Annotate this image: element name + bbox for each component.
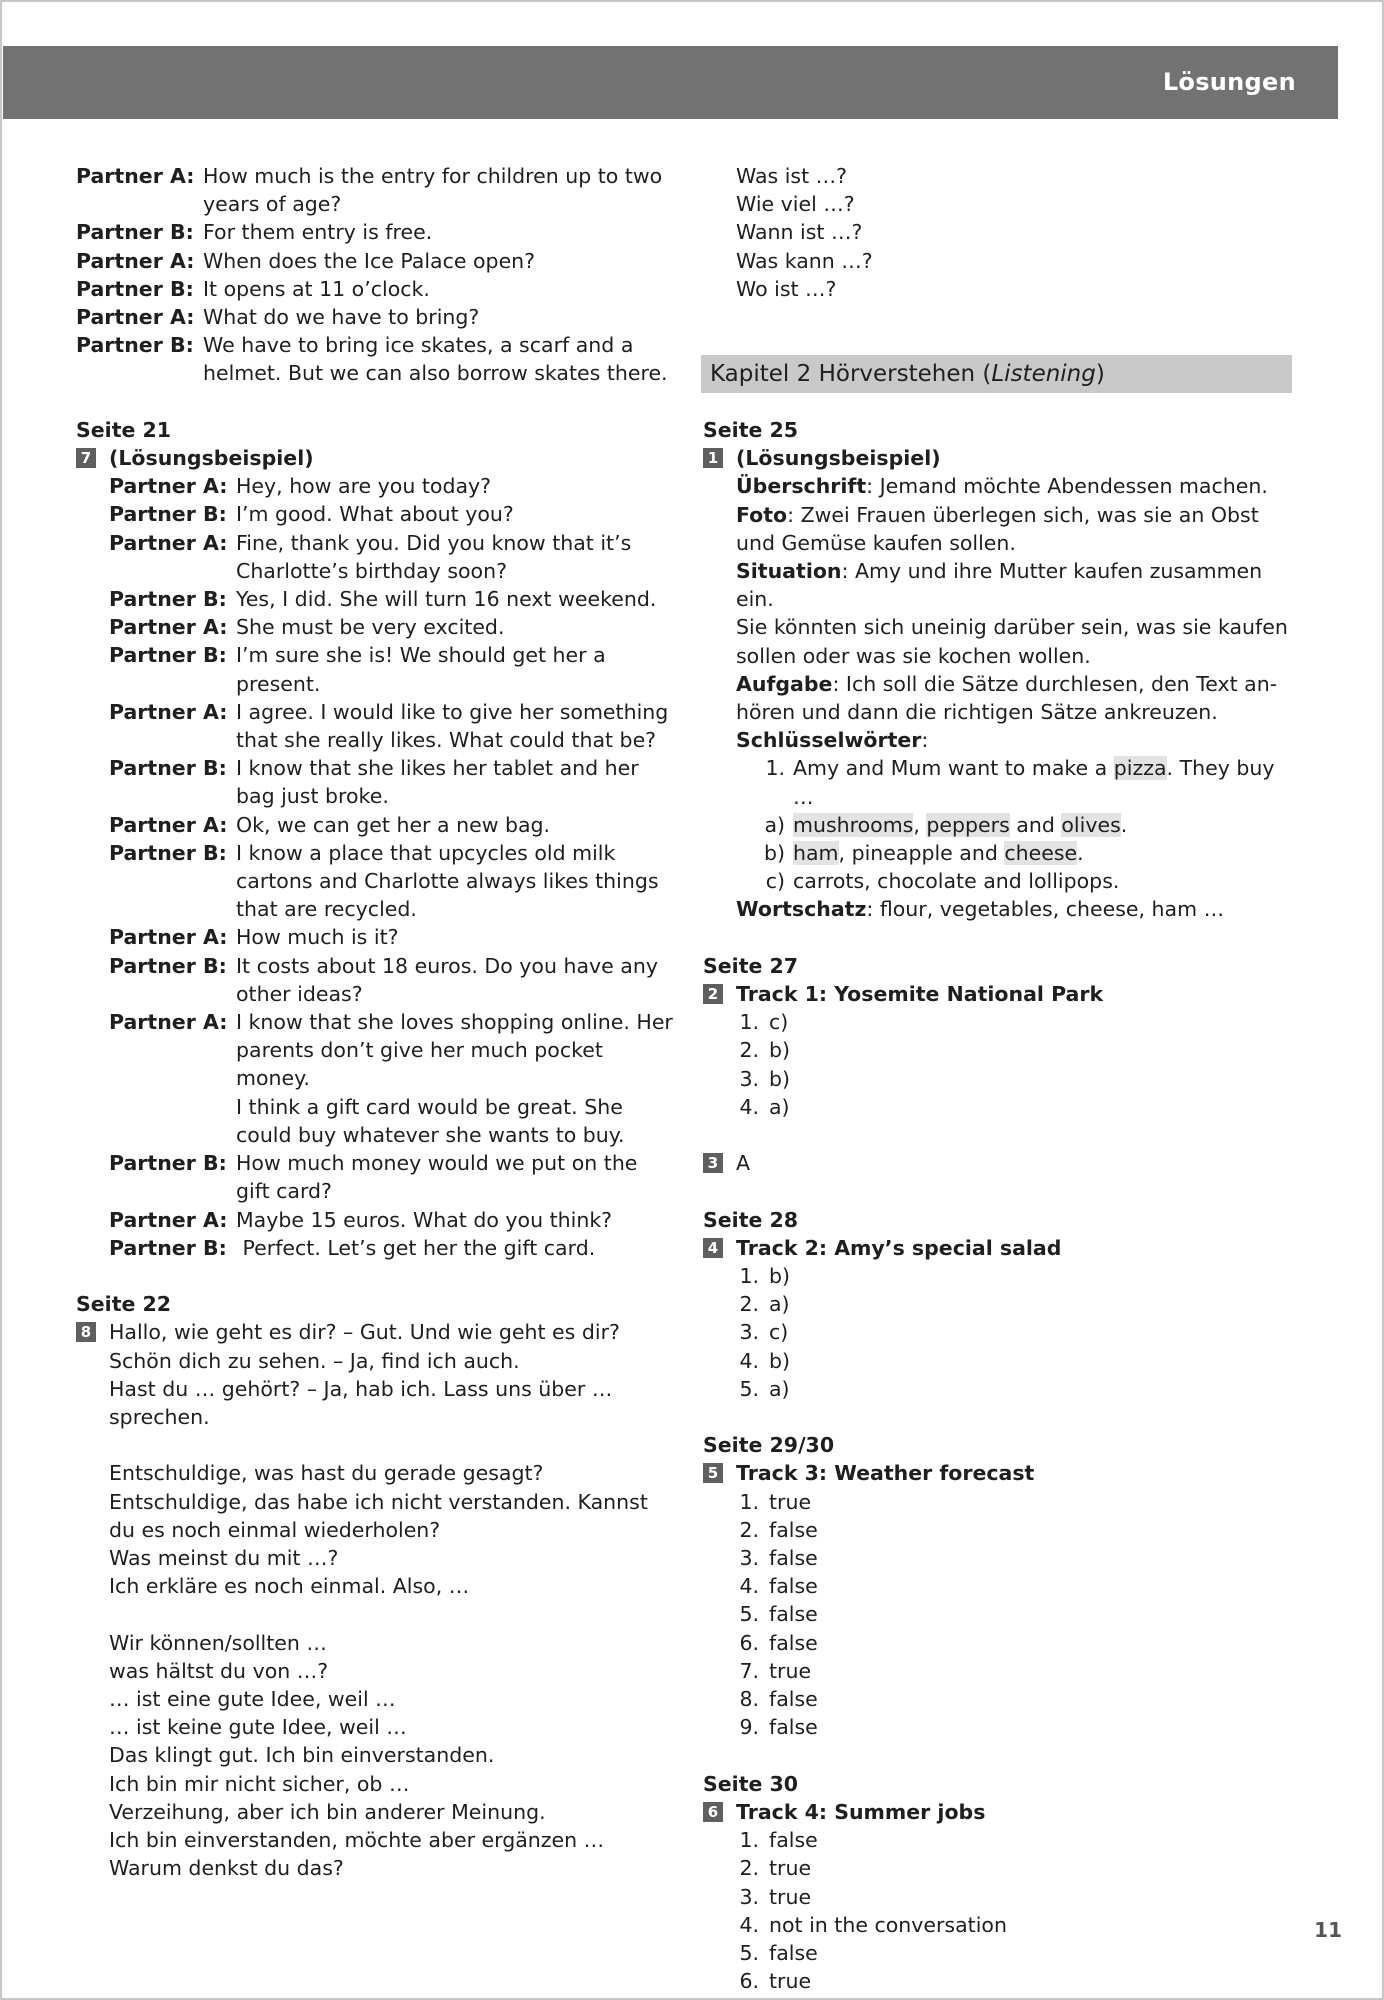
field-text: : Ich soll die Sätze durchlesen, den Text an-: [832, 671, 1278, 696]
phrase-line: Warum denkst du das?: [109, 1856, 344, 1881]
answer: false: [769, 1602, 818, 1627]
answer-item: [703, 1657, 1293, 1685]
answer: true: [769, 1884, 812, 1909]
item-number: 9.: [739, 1715, 759, 1740]
exercise-heading: [703, 1149, 1293, 1177]
phrase-line: du es noch einmal wiederholen?: [109, 1517, 441, 1542]
foto-line: [736, 501, 1293, 529]
utterance: We have to bring ice skates, a scarf and a helmet. But we can also borrow skates there.: [203, 333, 668, 386]
situation-line-3: sollen oder was sie kochen wollen.: [736, 643, 1091, 668]
item-number: 5.: [739, 1602, 759, 1627]
phrase-line: … ist eine gute Idee, weil …: [109, 1686, 396, 1711]
question-line: Was ist …?: [736, 164, 848, 188]
field-text: : flour, vegetables, cheese, ham …: [866, 897, 1225, 922]
keyword-item: [703, 867, 1293, 895]
dialog-line: [76, 247, 676, 275]
question-line: Wann ist …?: [736, 220, 863, 245]
highlight: ham: [793, 841, 839, 866]
phrase-line: Hast du … gehört? – Ja, hab ich. Lass uns über …: [109, 1376, 613, 1401]
answer: false: [769, 1546, 818, 1571]
field-label: Schlüsselwörter: [736, 728, 922, 753]
highlight: pizza: [1113, 756, 1167, 781]
phrase-line: sprechen.: [109, 1404, 210, 1429]
speaker-label: Partner A:: [109, 812, 228, 837]
phrase-line: Ich bin mir nicht sicher, ob …: [109, 1771, 410, 1796]
item-text: [793, 839, 1084, 867]
section-seite-25: [703, 416, 1293, 924]
speaker-label: Partner A:: [109, 925, 228, 950]
answer-item: [703, 1713, 1293, 1741]
speaker-label: Partner B:: [109, 587, 227, 612]
dialog-line: [109, 472, 676, 500]
speaker-label: Partner A:: [109, 474, 228, 499]
answer-item: [703, 1826, 1293, 1854]
answer-item: [703, 1347, 1293, 1375]
chapter-title-prefix: Kapitel 2 Hörverstehen (: [710, 361, 992, 388]
aufgabe-line: [736, 670, 1293, 698]
answer-item: [703, 1065, 1293, 1093]
situation-line-2: Sie könnten sich uneinig darüber sein, was sie kaufen: [736, 615, 1288, 640]
answer-item: [703, 1262, 1293, 1290]
phrase-line: … ist keine gute Idee, weil …: [109, 1715, 407, 1740]
utterance: I think a gift card would be great. She could buy whatever she wants to buy.: [236, 1094, 625, 1147]
dialog-line: [76, 162, 676, 218]
item-number: 1.: [739, 1010, 759, 1035]
utterance: Maybe 15 euros. What do you think?: [236, 1207, 613, 1232]
answer-item: [703, 1854, 1293, 1882]
answer: b): [769, 1066, 791, 1091]
field-label: Foto: [736, 502, 788, 527]
speaker-label: Partner B:: [109, 1235, 227, 1260]
answer: false: [769, 1687, 818, 1712]
answer-item: [703, 1093, 1293, 1121]
speaker-label: Partner A:: [76, 248, 195, 273]
text-part: .: [1077, 841, 1084, 866]
speaker-label: Partner B:: [76, 333, 194, 358]
text-part: ,: [913, 812, 927, 837]
item-number: 1.: [739, 1264, 759, 1289]
answer-item: [703, 1939, 1293, 1967]
phrase-list: [109, 1318, 648, 1882]
speaker-label: Partner B:: [109, 840, 227, 865]
exercise-heading: [703, 1798, 1293, 1826]
item-number: 4.: [739, 1574, 759, 1599]
speaker-label: Partner A:: [76, 305, 195, 330]
field-text: : Zwei Frauen überlegen sich, was sie an Obst: [787, 502, 1259, 527]
field-label: Wortschatz: [736, 897, 867, 922]
dialog-line: [109, 1008, 676, 1093]
phrase-line: Ich erkläre es noch einmal. Also, …: [109, 1574, 470, 1599]
phrase-line: Was meinst du mit …?: [109, 1545, 339, 1570]
text-part: , pineapple and: [838, 841, 1005, 866]
utterance: What do we have to bring?: [203, 305, 480, 330]
field-label: Überschrift: [736, 474, 867, 499]
answer-item: [703, 1516, 1293, 1544]
exercise-number-badge: 6: [703, 1802, 723, 1822]
exercise-heading: [703, 1234, 1293, 1262]
exercise-block: [76, 1318, 676, 1882]
utterance: Perfect. Let’s get her the gift card.: [236, 1235, 596, 1260]
highlight: peppers: [926, 812, 1010, 837]
section-seite-27: [703, 952, 1293, 1178]
exercise-heading: [703, 444, 1293, 472]
speaker-label: Partner A:: [109, 615, 228, 640]
item-number: 2.: [739, 1517, 759, 1542]
field-label: Situation: [736, 559, 842, 584]
answer: false: [769, 1940, 818, 1965]
item-number: 1.: [739, 1828, 759, 1853]
utterance: I agree. I would like to give her something that she really likes. What could that be?: [236, 699, 669, 753]
utterance: For them entry is free.: [203, 220, 433, 245]
answer: true: [769, 1489, 812, 1514]
answer: false: [769, 1828, 818, 1853]
answer: a): [769, 1376, 790, 1401]
section-heading: Seite 25: [703, 418, 799, 443]
chapter-title-suffix: ): [1095, 361, 1105, 388]
exercise-title: (Lösungsbeispiel): [109, 446, 314, 471]
ueberschrift-line: [736, 472, 1293, 500]
speaker-label: Partner A:: [109, 699, 228, 724]
item-number: 3.: [739, 1884, 759, 1909]
aufgabe-line-2: hören und dann die richtigen Sätze ankreuzen.: [736, 700, 1218, 725]
item-number: 5.: [739, 1940, 759, 1965]
utterance: When does the Ice Palace open?: [203, 248, 536, 273]
answer-item: [703, 1685, 1293, 1713]
exercise-number-badge: 7: [76, 448, 96, 468]
item-number: 2.: [739, 1856, 759, 1881]
item-number: 5.: [739, 1376, 759, 1401]
phrase-line: Hallo, wie geht es dir? – Gut. Und wie geht es dir?: [109, 1320, 620, 1345]
speaker-label: Partner B:: [76, 220, 194, 245]
item-number: 3.: [739, 1546, 759, 1571]
answer-item: [703, 1008, 1293, 1036]
utterance: I know that she loves shopping online. Her parents don’t give her much pocket money.: [236, 1010, 673, 1091]
item-number: b): [763, 841, 785, 866]
item-number: 7.: [739, 1658, 759, 1683]
utterance: How much money would we put on the gift card?: [236, 1151, 638, 1204]
item-number: a): [764, 812, 785, 837]
item-number: 6.: [739, 1630, 759, 1655]
item-text: [793, 754, 1293, 810]
exercise-title: Track 3: Weather forecast: [736, 1461, 1035, 1486]
dialog-line: [109, 529, 676, 585]
section-heading: Seite 29/30: [703, 1433, 835, 1458]
item-number: 1.: [765, 756, 785, 781]
exercise-number-badge: 4: [703, 1238, 723, 1258]
dialog-line: [109, 1093, 676, 1149]
utterance: I’m sure she is! We should get her a present.: [236, 643, 606, 696]
item-number: c): [765, 869, 785, 894]
dialog-line: [109, 698, 676, 754]
section-seite-30: [703, 1770, 1293, 1996]
item-number: 3.: [739, 1066, 759, 1091]
answer-item: [703, 1911, 1293, 1939]
dialog-line: [109, 839, 676, 924]
section-seite-21: [76, 416, 676, 1262]
phrase-line: Verzeihung, aber ich bin anderer Meinung.: [109, 1799, 546, 1824]
exercise-title: (Lösungsbeispiel): [736, 446, 941, 471]
answer-item: [703, 1572, 1293, 1600]
section-seite-22: [76, 1290, 676, 1882]
speaker-label: Partner B:: [76, 276, 194, 301]
exercise-heading: [703, 1459, 1293, 1487]
answer: true: [769, 1856, 812, 1881]
foto-line-2: und Gemüse kaufen sollen.: [736, 530, 1016, 555]
speaker-label: Partner A:: [76, 164, 195, 188]
exercise-body: [703, 472, 1293, 754]
item-number: 2.: [739, 1038, 759, 1063]
section-heading: Seite 22: [76, 1292, 172, 1317]
dialog-top: [76, 162, 676, 388]
field-text: : Jemand möchte Abendessen machen.: [866, 474, 1268, 499]
answer: b): [769, 1264, 791, 1289]
page-number: 11: [1314, 1918, 1342, 1942]
keyword-item: [703, 839, 1293, 867]
keyword-item: [703, 811, 1293, 839]
utterance: How much is the entry for children up to two years of age?: [203, 164, 663, 217]
phrase-line: Das klingt gut. Ich bin einverstanden.: [109, 1743, 495, 1768]
page-title: Lösungen: [1162, 68, 1296, 96]
dialog-line: [109, 811, 676, 839]
dialog-line: [109, 500, 676, 528]
dialog-line: [76, 218, 676, 246]
answer-item: [703, 1967, 1293, 1995]
dialog-line: [76, 275, 676, 303]
answer: not in the conversation: [769, 1912, 1007, 1937]
dialog-line: [109, 754, 676, 810]
item-number: 8.: [739, 1687, 759, 1712]
utterance: Hey, how are you today?: [236, 474, 492, 499]
section-heading: Seite 28: [703, 1207, 799, 1232]
question-list: [703, 162, 1293, 303]
item-text: carrots, chocolate and lollipops.: [793, 869, 1120, 894]
answer: a): [769, 1094, 790, 1119]
speaker-label: Partner A:: [109, 1207, 228, 1232]
exercise-number-badge: 5: [703, 1463, 723, 1483]
highlight: olives: [1061, 812, 1121, 837]
answer-item: [703, 1318, 1293, 1346]
field-text: :: [921, 728, 929, 753]
speaker-label: Partner B:: [109, 502, 227, 527]
utterance: It opens at 11 o’clock.: [203, 276, 430, 301]
utterance: She must be very excited.: [236, 615, 505, 640]
phrase-gap: [109, 1431, 648, 1459]
speaker-label: [109, 1093, 236, 1149]
exercise-number-badge: 2: [703, 984, 723, 1004]
answer: a): [769, 1292, 790, 1317]
right-column: [703, 162, 1293, 1995]
schluessel-line: [736, 726, 1293, 754]
phrase-line: was hältst du von …?: [109, 1658, 329, 1683]
field-label: Aufgabe: [736, 671, 833, 696]
question-line: Was kann …?: [736, 248, 873, 273]
answer-item: [703, 1488, 1293, 1516]
situation-line: [736, 557, 1293, 613]
utterance: It costs about 18 euros. Do you have any other ideas?: [236, 953, 658, 1006]
answer-item: [703, 1544, 1293, 1572]
item-number: 4.: [739, 1094, 759, 1119]
dialog-line: [109, 1234, 676, 1262]
dialog-line: [109, 641, 676, 697]
dialog-line: [76, 303, 676, 331]
speaker-label: Partner B:: [109, 756, 227, 781]
text-part: Amy and Mum want to make a: [793, 756, 1114, 781]
answer: true: [769, 1969, 812, 1994]
speaker-label: Partner B:: [109, 643, 227, 668]
dialog-line: [109, 1149, 676, 1205]
answer: c): [769, 1320, 789, 1345]
chapter-title-em: Listening: [991, 361, 1096, 388]
phrase-line: Ich bin einverstanden, möchte aber ergänzen …: [109, 1827, 605, 1852]
text-part: and: [1009, 812, 1062, 837]
answer: false: [769, 1715, 818, 1740]
chapter-heading: [701, 355, 1292, 393]
speaker-label: Partner A:: [109, 1010, 228, 1035]
utterance: Yes, I did. She will turn 16 next weekend.: [236, 587, 657, 612]
answer: b): [769, 1348, 791, 1373]
exercise-number-badge: 3: [703, 1153, 723, 1173]
dialog-line: [109, 1206, 676, 1234]
question-line: Wie viel …?: [736, 192, 855, 217]
speaker-label: Partner B:: [109, 1151, 227, 1176]
dialog-line: [109, 952, 676, 1008]
utterance: I know that she likes her tablet and her bag just broke.: [236, 756, 639, 809]
answer-item: [703, 1883, 1293, 1911]
section-heading: Seite 27: [703, 953, 799, 978]
question-line: Wo ist …?: [736, 276, 837, 301]
dialog-line: [109, 923, 676, 951]
text-part: .: [1120, 812, 1128, 837]
dialog-line: [109, 613, 676, 641]
header-bar: [3, 46, 1338, 119]
wortschatz-line: [703, 895, 1293, 923]
item-number: 2.: [739, 1292, 759, 1317]
item-number: 4.: [739, 1912, 759, 1937]
item-text: [793, 811, 1127, 839]
item-number: 3.: [739, 1320, 759, 1345]
dialog-line: [76, 331, 676, 387]
highlight: cheese: [1004, 841, 1078, 866]
section-seite-29-30: [703, 1431, 1293, 1741]
phrase-line: Entschuldige, das habe ich nicht verstanden. Kannst: [109, 1489, 648, 1514]
item-number: 1.: [739, 1489, 759, 1514]
answer: false: [769, 1517, 818, 1542]
answer-item: [703, 1290, 1293, 1318]
speaker-label: Partner A:: [109, 530, 228, 555]
utterance: I know a place that upcycles old milk cartons and Charlotte always likes things that are recycled.: [236, 840, 659, 922]
utterance: How much is it?: [236, 925, 399, 950]
phrase-gap: [109, 1600, 648, 1628]
answer-item: [703, 1036, 1293, 1064]
utterance: I’m good. What about you?: [236, 502, 514, 527]
answer: false: [769, 1574, 818, 1599]
answer-item: [703, 1375, 1293, 1403]
phrase-line: Entschuldige, was hast du gerade gesagt?: [109, 1461, 544, 1486]
phrase-line: Schön dich zu sehen. – Ja, find ich auch.: [109, 1348, 520, 1373]
answer: true: [769, 1658, 812, 1683]
answer: false: [769, 1630, 818, 1655]
phrase-line: Wir können/sollten …: [109, 1630, 327, 1655]
highlight: mushrooms: [793, 812, 914, 837]
answer-item: [703, 1629, 1293, 1657]
section-heading: Seite 30: [703, 1771, 799, 1796]
field-text: : Amy und ihre Mutter kaufen zusammen ein.: [736, 559, 1263, 612]
text-part: . They buy …: [793, 756, 1275, 809]
section-seite-28: [703, 1206, 1293, 1403]
dialog-seite-21: [76, 472, 676, 1262]
utterance: Fine, thank you. Did you know that it’s Charlotte’s birthday soon?: [236, 530, 632, 583]
dialog-line: [109, 585, 676, 613]
item-number: 6.: [739, 1969, 759, 1994]
exercise-title: Track 2: Amy’s special salad: [736, 1235, 1062, 1260]
exercise-answer: A: [736, 1151, 751, 1176]
item-number: 4.: [739, 1348, 759, 1373]
utterance: Ok, we can get her a new bag.: [236, 812, 551, 837]
answer-item: [703, 1600, 1293, 1628]
keyword-item: [703, 754, 1293, 810]
exercise-title: Track 4: Summer jobs: [736, 1799, 986, 1824]
exercise-title: Track 1: Yosemite National Park: [736, 982, 1104, 1007]
left-column: [76, 162, 676, 1882]
answer: c): [769, 1010, 789, 1035]
exercise-number-badge: 8: [76, 1322, 96, 1342]
section-heading: Seite 21: [76, 417, 172, 442]
exercise-heading: [703, 980, 1293, 1008]
answer: b): [769, 1038, 791, 1063]
speaker-label: Partner B:: [109, 953, 227, 978]
exercise-number-badge: 1: [703, 448, 723, 468]
exercise-heading: [76, 444, 676, 472]
